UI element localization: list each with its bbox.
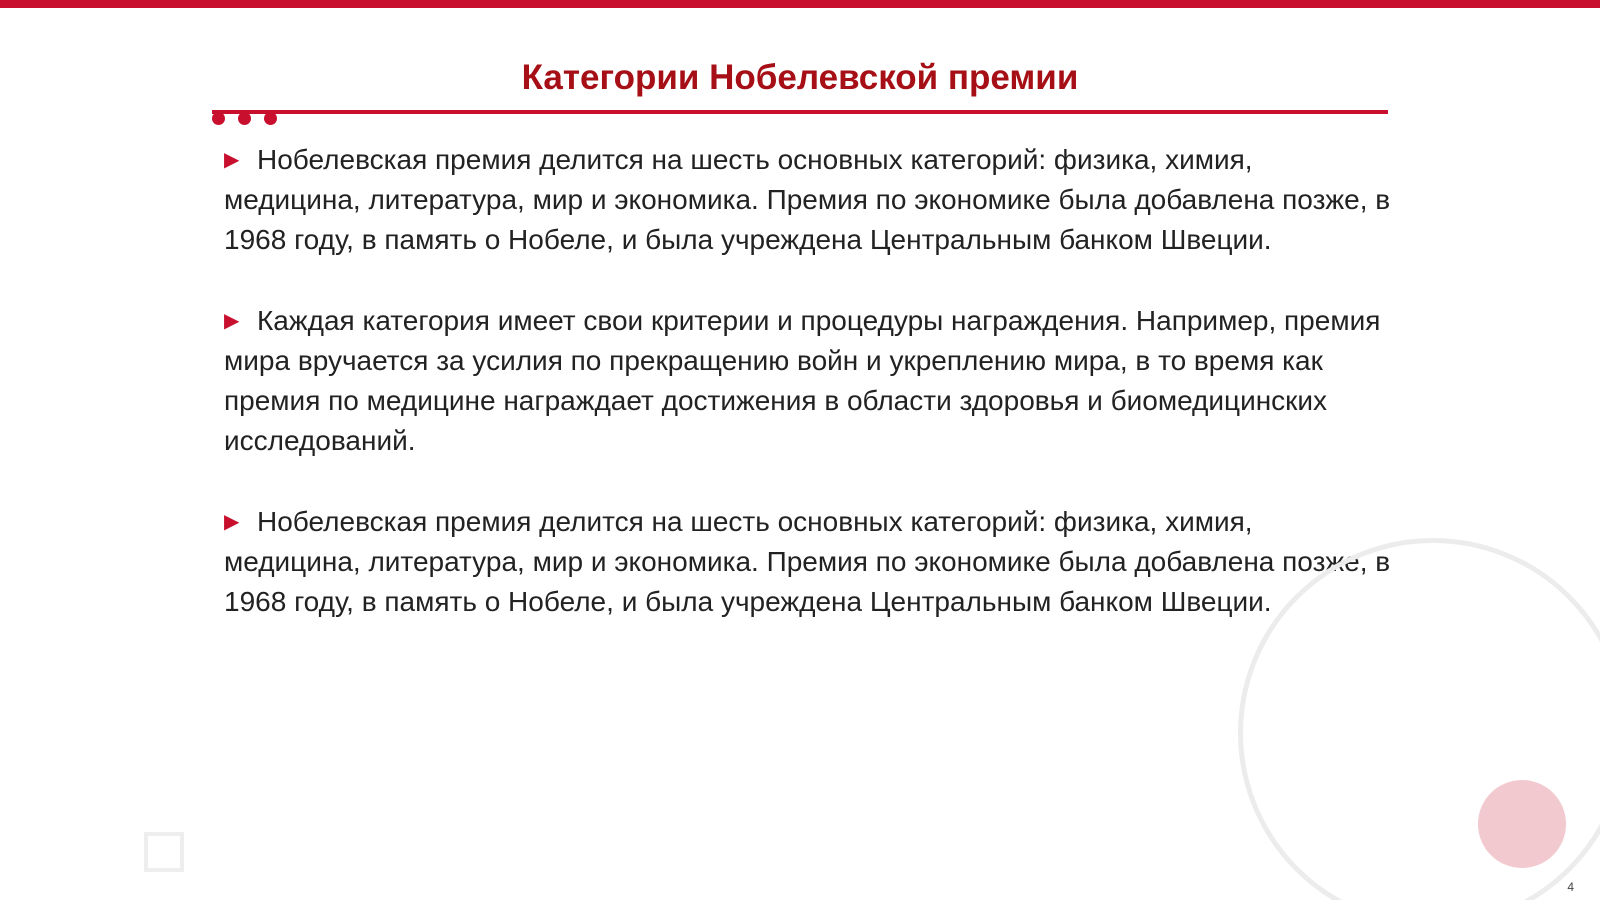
decorative-pink-circle xyxy=(1478,780,1566,868)
bullet-text: Нобелевская премия делится на шесть основных категорий: физика, химия, медицина, литература, мир и экономика. Премия по экономике была добавлена позже, в 1968 году, в память о Нобеле, и была учреждена Центральным банком Швеции. xyxy=(224,506,1391,617)
play-arrow-icon: ▶ xyxy=(224,149,240,171)
decorative-dot xyxy=(264,112,277,125)
bullet-text: Нобелевская премия делится на шесть основных категорий: физика, химия, медицина, литература, мир и экономика. Премия по экономике была добавлена позже, в 1968 году, в память о Нобеле, и была учреждена Центральным банком Швеции. xyxy=(224,144,1391,255)
top-accent-bar xyxy=(0,0,1600,8)
play-arrow-icon: ▶ xyxy=(224,310,240,332)
decorative-dot xyxy=(238,112,251,125)
bullet-item xyxy=(224,301,1394,461)
bullet-list xyxy=(224,140,1394,663)
bullet-text: Каждая категория имеет свои критерии и процедуры награждения. Например, премия мира вручается за усилия по прекращению войн и укреплению мира, в то время как премия по медицине награждает достижения в области здоровья и биомедицинских исследований. xyxy=(224,305,1381,456)
decorative-square xyxy=(144,832,184,872)
page-number: 4 xyxy=(1567,880,1574,894)
decorative-dot xyxy=(212,112,225,125)
slide-title: Категории Нобелевской премии xyxy=(521,58,1079,97)
bullet-item xyxy=(224,502,1394,622)
bullet-item xyxy=(224,140,1394,260)
play-arrow-icon: ▶ xyxy=(224,511,240,533)
title-underline xyxy=(212,110,1388,114)
